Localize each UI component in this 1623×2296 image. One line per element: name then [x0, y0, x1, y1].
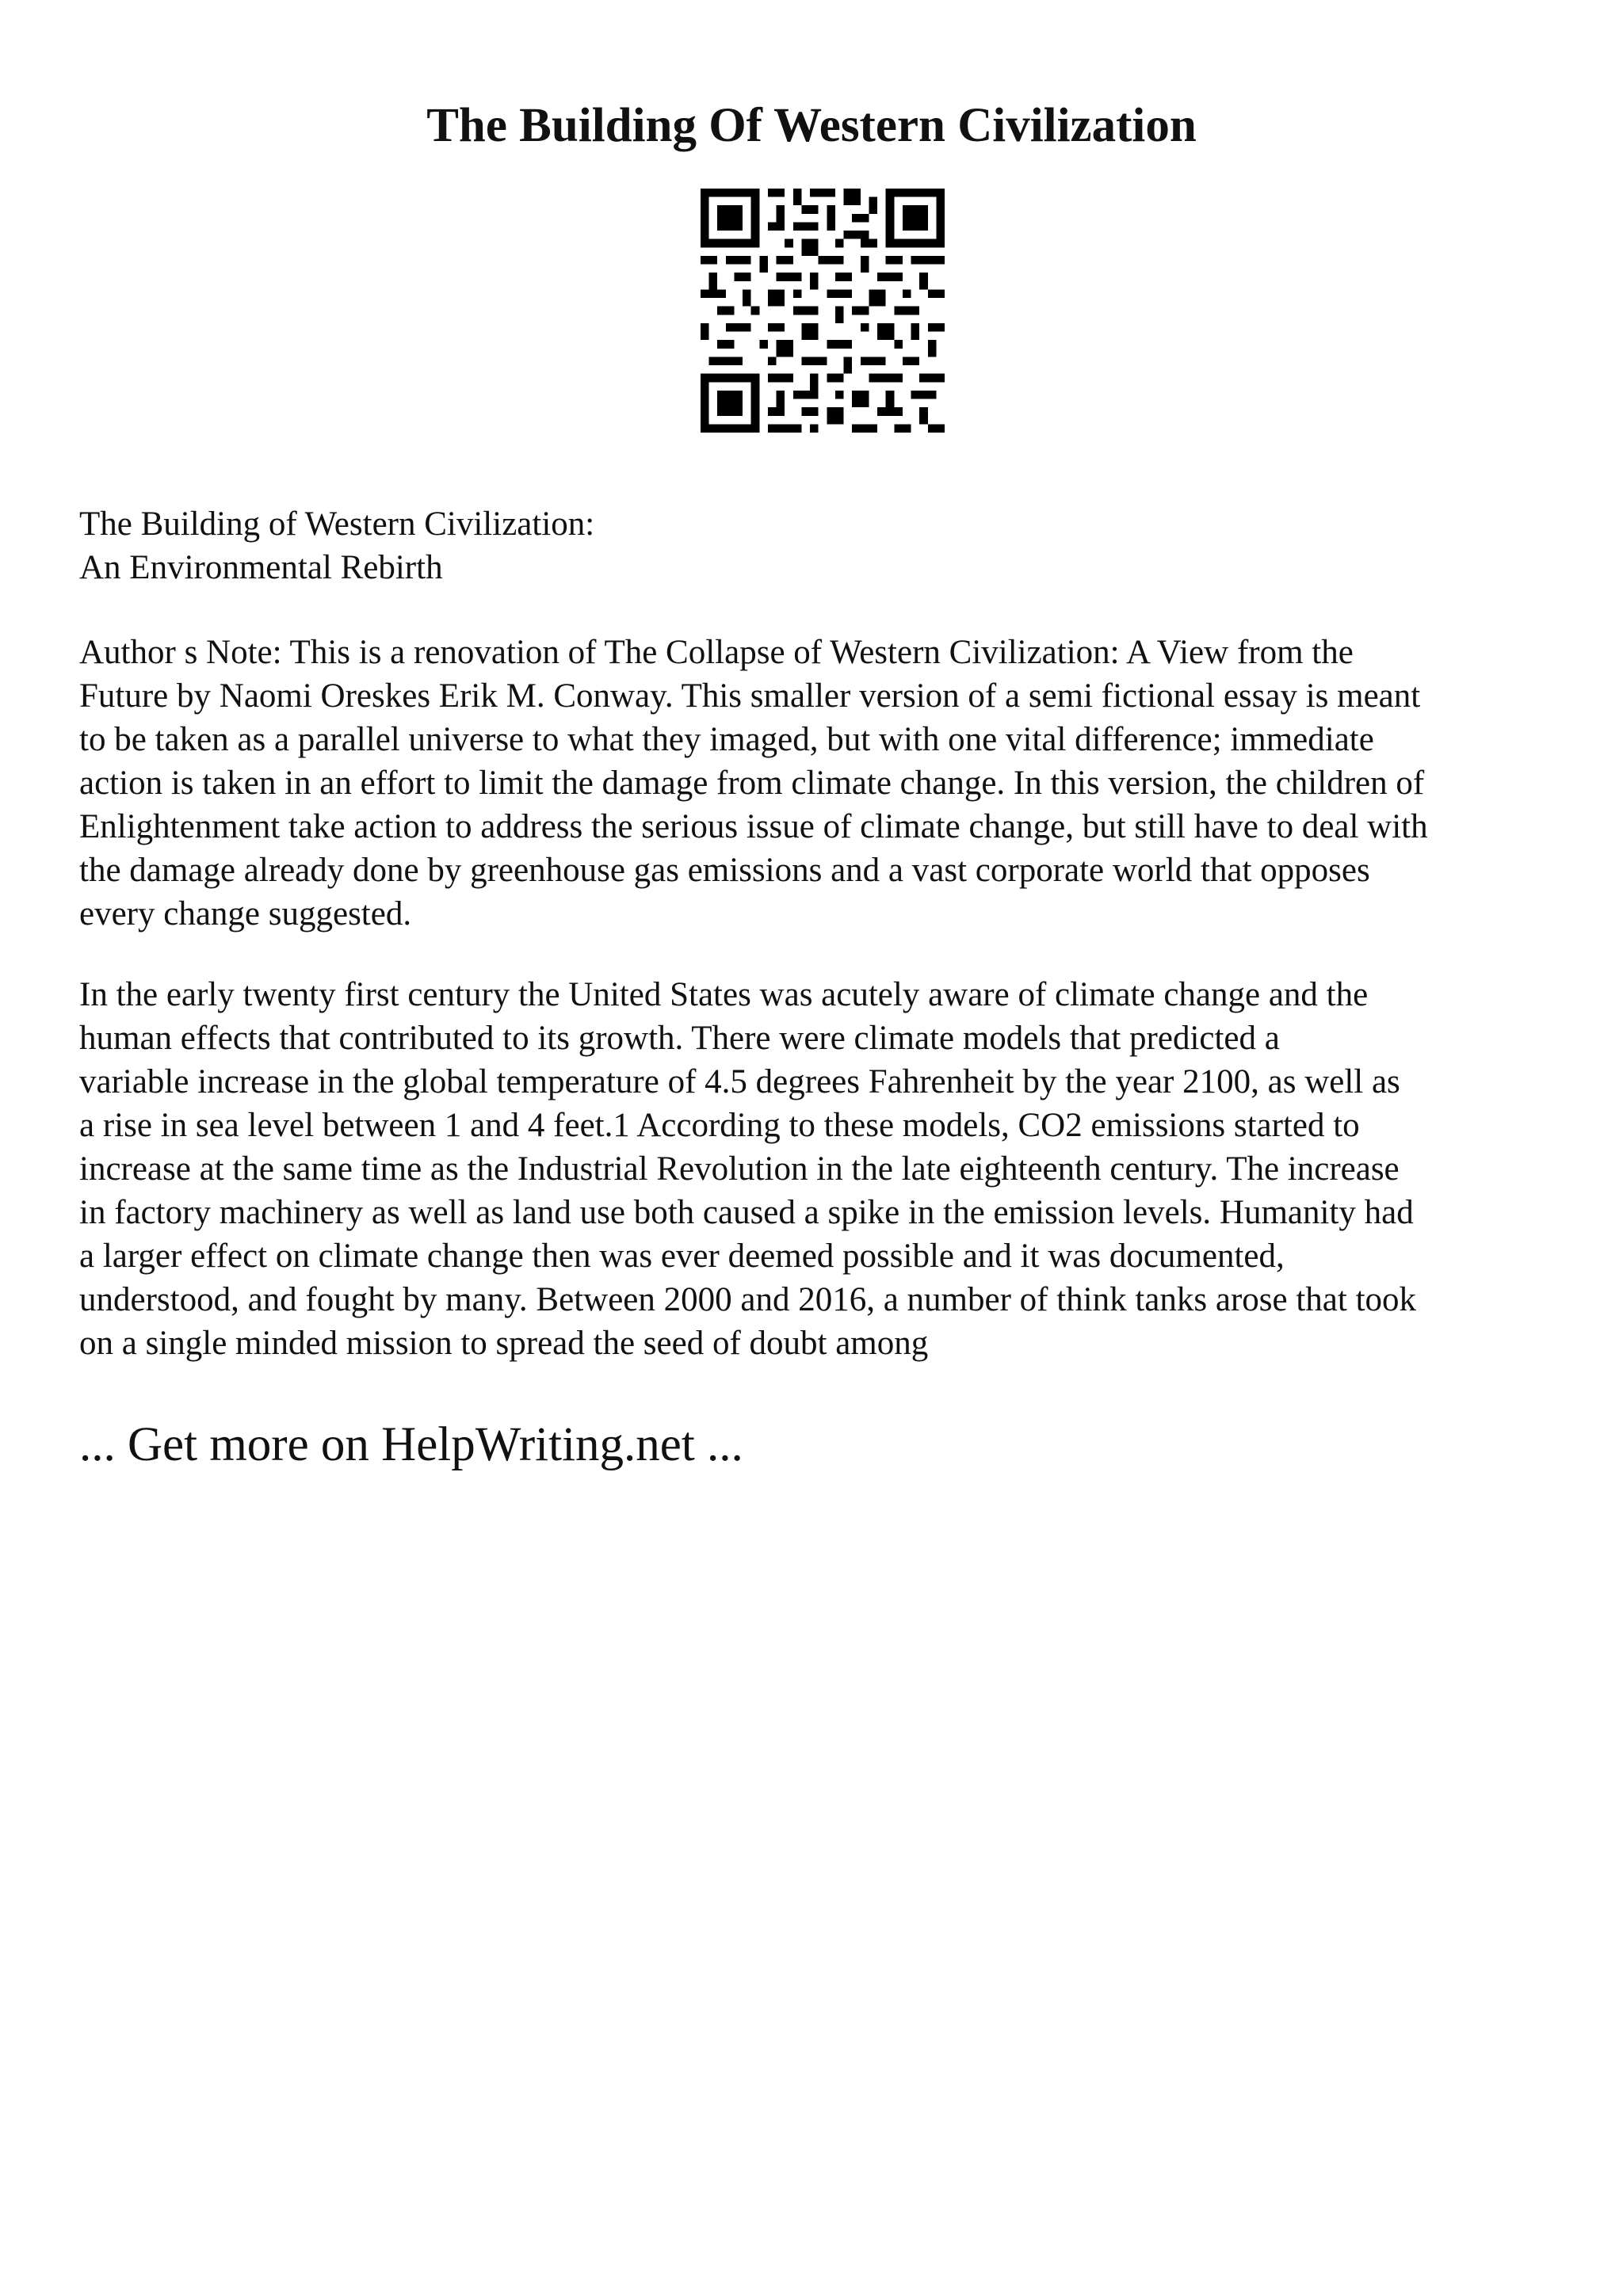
get-more-link[interactable]: ... Get more on HelpWriting.net ...: [79, 1418, 743, 1471]
paragraph-line: the damage already done by greenhouse gas emissions and a vast corporate world that opposes: [79, 852, 1370, 889]
paragraph-line: Future by Naomi Oreskes Erik M. Conway. This smaller version of a semi fictional essay is meant: [79, 677, 1421, 715]
paragraph-line: increase at the same time as the Industrial Revolution in the late eighteenth century. The increase: [79, 1150, 1400, 1188]
qr-code-icon: [701, 189, 945, 433]
paragraph-line: a larger effect on climate change then was ever deemed possible and it was documented,: [79, 1238, 1285, 1275]
body-paragraph: [79, 973, 1569, 1365]
paragraph-line: In the early twenty first century the United States was acutely aware of climate change and the: [79, 976, 1369, 1013]
paragraph-line: in factory machinery as well as land use both caused a spike in the emission levels. Humanity had: [79, 1194, 1414, 1231]
document-title: The Building Of Western Civilization: [426, 99, 1197, 152]
document-subtitle: [79, 502, 1569, 589]
paragraph-line: Enlightenment take action to address the serious issue of climate change, but still have to deal with: [79, 808, 1428, 845]
subtitle-line: The Building of Western Civilization:: [79, 505, 595, 543]
paragraph-line: understood, and fought by many. Between 2000 and 2016, a number of think tanks arose that took: [79, 1281, 1417, 1318]
authors-note-paragraph: [79, 631, 1569, 936]
subtitle-line: An Environmental Rebirth: [79, 549, 443, 586]
paragraph-line: on a single minded mission to spread the seed of doubt among: [79, 1325, 929, 1362]
paragraph-line: action is taken in an effort to limit the damage from climate change. In this version, the children of: [79, 765, 1425, 802]
paragraph-line: Author s Note: This is a renovation of The Collapse of Western Civilization: A View from the: [79, 634, 1354, 671]
paragraph-line: a rise in sea level between 1 and 4 feet.1 According to these models, CO2 emissions started to: [79, 1107, 1360, 1144]
paragraph-line: every change suggested.: [79, 895, 412, 933]
paragraph-line: to be taken as a parallel universe to what they imaged, but with one vital difference; immediate: [79, 721, 1374, 758]
paragraph-line: variable increase in the global temperature of 4.5 degrees Fahrenheit by the year 2100, as well as: [79, 1063, 1400, 1100]
paragraph-line: human effects that contributed to its growth. There were climate models that predicted a: [79, 1020, 1280, 1057]
